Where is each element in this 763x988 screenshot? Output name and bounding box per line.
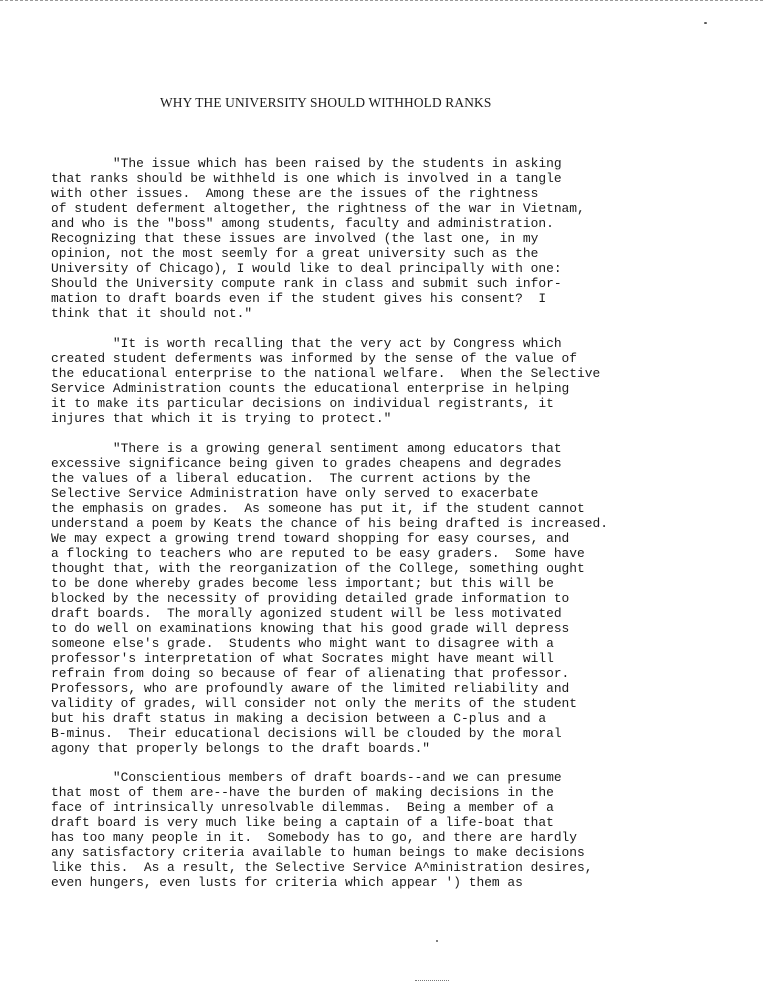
text-line: has too many people in it. Somebody has to go, and there are hardly	[51, 830, 578, 845]
text-line: "Conscientious members of draft boards--and we can presume	[51, 770, 562, 785]
text-line: understand a poem by Keats the chance of his being drafted is increased.	[51, 516, 608, 531]
text-line: any satisfactory criteria available to human beings to make decisions	[51, 845, 585, 860]
paragraph-3	[51, 441, 608, 756]
text-line: Professors, who are profoundly aware of the limited reliability and	[51, 681, 570, 696]
text-line: that most of them are--have the burden of making decisions in the	[51, 785, 554, 800]
text-line: face of intrinsically unresolvable dilemmas. Being a member of a	[51, 800, 554, 815]
text-line: agony that properly belongs to the draft boards."	[51, 741, 431, 756]
text-line: even hungers, even lusts for criteria which appear ') them as	[51, 875, 523, 890]
text-line: but his draft status in making a decision between a C-plus and a	[51, 711, 547, 726]
page-top-border	[0, 0, 763, 1]
text-line: Selective Service Administration have only served to exacerbate	[51, 486, 539, 501]
text-line: think that it should not."	[51, 306, 253, 321]
text-line: We may expect a growing trend toward shopping for easy courses, and	[51, 531, 570, 546]
text-line: the values of a liberal education. The current actions by the	[51, 471, 531, 486]
text-line: the emphasis on grades. As someone has put it, if the student cannot	[51, 501, 585, 516]
text-line: "There is a growing general sentiment among educators that	[51, 441, 562, 456]
text-line: professor's interpretation of what Socrates might have meant will	[51, 651, 554, 666]
text-line: validity of grades, will consider not only the merits of the student	[51, 696, 578, 711]
text-line: mation to draft boards even if the student gives his consent? I	[51, 291, 547, 306]
scan-speck	[436, 940, 438, 942]
text-line: a flocking to teachers who are reputed to be easy graders. Some have	[51, 546, 585, 561]
text-line: injures that which it is trying to protect."	[51, 411, 392, 426]
page-title: WHY THE UNIVERSITY SHOULD WITHHOLD RANKS	[160, 95, 492, 110]
text-line: blocked by the necessity of providing detailed grade information to	[51, 591, 570, 606]
text-line: with other issues. Among these are the issues of the rightness	[51, 186, 539, 201]
text-line: B-minus. Their educational decisions will be clouded by the moral	[51, 726, 562, 741]
text-line: Service Administration counts the educational enterprise in helping	[51, 381, 570, 396]
text-line: like this. As a result, the Selective Service A^ministration desires,	[51, 860, 593, 875]
paragraph-1	[51, 156, 585, 321]
text-line: draft boards. The morally agonized student will be less motivated	[51, 606, 562, 621]
footer-scan-mark	[415, 980, 449, 981]
text-line: created student deferments was informed by the sense of the value of	[51, 351, 578, 366]
text-line: the educational enterprise to the national welfare. When the Selective	[51, 366, 601, 381]
text-line: University of Chicago), I would like to deal principally with one:	[51, 261, 562, 276]
text-line: "The issue which has been raised by the students in asking	[51, 156, 562, 171]
text-line: refrain from doing so because of fear of alienating that professor.	[51, 666, 570, 681]
text-line: of student deferment altogether, the rightness of the war in Vietnam,	[51, 201, 585, 216]
text-line: to do well on examinations knowing that his good grade will depress	[51, 621, 570, 636]
text-line: Recognizing that these issues are involved (the last one, in my	[51, 231, 539, 246]
text-line: opinion, not the most seemly for a great university such as the	[51, 246, 539, 261]
text-line: to be done whereby grades become less important; but this will be	[51, 576, 554, 591]
paragraph-2	[51, 336, 600, 426]
text-line: and who is the "boss" among students, faculty and administration.	[51, 216, 554, 231]
text-line: thought that, with the reorganization of the College, something ought	[51, 561, 585, 576]
text-line: it to make its particular decisions on individual registrants, it	[51, 396, 554, 411]
text-line: draft board is very much like being a captain of a life-boat that	[51, 815, 554, 830]
text-line: Should the University compute rank in class and submit such infor-	[51, 276, 562, 291]
text-line: that ranks should be withheld is one which is involved in a tangle	[51, 171, 562, 186]
text-line: "It is worth recalling that the very act by Congress which	[51, 336, 562, 351]
text-line: excessive significance being given to grades cheapens and degrades	[51, 456, 562, 471]
paragraph-4	[51, 770, 593, 890]
scan-speck	[704, 22, 707, 24]
text-line: someone else's grade. Students who might want to disagree with a	[51, 636, 554, 651]
